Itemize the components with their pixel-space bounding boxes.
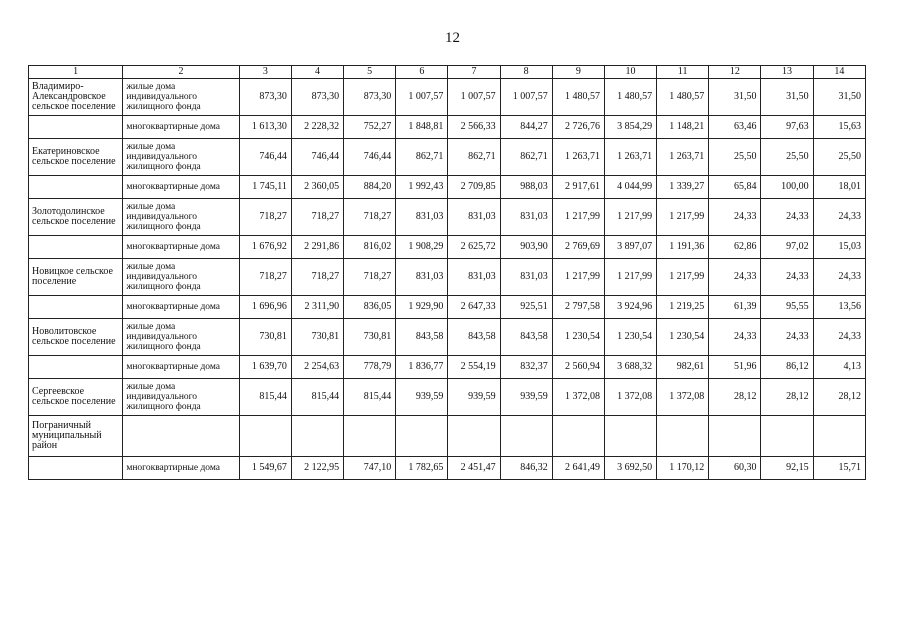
housing-type-cell: жилые дома индивидуального жилищного фонда xyxy=(123,259,239,296)
settlement-cell: Екатериновское сельское поселение xyxy=(29,139,123,176)
value-cell: 28,12 xyxy=(761,379,813,416)
value-cell: 778,79 xyxy=(344,356,396,379)
header-row xyxy=(29,66,866,79)
value-cell: 831,03 xyxy=(448,259,500,296)
value-cell: 1 372,08 xyxy=(657,379,709,416)
value-cell: 718,27 xyxy=(344,259,396,296)
table-body xyxy=(29,66,866,480)
value-cell: 1 148,21 xyxy=(657,116,709,139)
value-cell: 2 311,90 xyxy=(291,296,343,319)
value-cell: 92,15 xyxy=(761,457,813,480)
tariff-table xyxy=(28,65,866,480)
value-cell: 15,71 xyxy=(813,457,865,480)
value-cell: 836,05 xyxy=(344,296,396,319)
value-cell: 939,59 xyxy=(396,379,448,416)
value-cell xyxy=(500,416,552,457)
column-header: 3 xyxy=(239,66,291,79)
value-cell: 1 339,27 xyxy=(657,176,709,199)
value-cell: 718,27 xyxy=(344,199,396,236)
value-cell xyxy=(552,416,604,457)
value-cell: 28,12 xyxy=(813,379,865,416)
page-number: 12 xyxy=(445,30,460,46)
value-cell: 1 613,30 xyxy=(239,116,291,139)
value-cell: 1 007,57 xyxy=(500,79,552,116)
value-cell: 2 228,32 xyxy=(291,116,343,139)
value-cell: 815,44 xyxy=(344,379,396,416)
value-cell: 62,86 xyxy=(709,236,761,259)
column-header: 4 xyxy=(291,66,343,79)
value-cell: 843,58 xyxy=(500,319,552,356)
value-cell: 1 639,70 xyxy=(239,356,291,379)
value-cell: 3 897,07 xyxy=(604,236,656,259)
value-cell: 1 191,36 xyxy=(657,236,709,259)
table-row xyxy=(29,356,866,379)
value-cell: 846,32 xyxy=(500,457,552,480)
housing-type-cell: многоквартирные дома xyxy=(123,457,239,480)
settlement-cell xyxy=(29,176,123,199)
value-cell: 3 688,32 xyxy=(604,356,656,379)
table-row xyxy=(29,259,866,296)
housing-type-cell: жилые дома индивидуального жилищного фонда xyxy=(123,139,239,176)
value-cell: 97,02 xyxy=(761,236,813,259)
value-cell: 831,03 xyxy=(500,199,552,236)
value-cell: 1 676,92 xyxy=(239,236,291,259)
table-row xyxy=(29,457,866,480)
value-cell: 988,03 xyxy=(500,176,552,199)
value-cell: 746,44 xyxy=(344,139,396,176)
value-cell: 1 217,99 xyxy=(604,259,656,296)
value-cell: 873,30 xyxy=(344,79,396,116)
column-header: 1 xyxy=(29,66,123,79)
housing-type-cell: жилые дома индивидуального жилищного фонда xyxy=(123,199,239,236)
value-cell: 1 007,57 xyxy=(396,79,448,116)
settlement-cell xyxy=(29,296,123,319)
value-cell: 1 372,08 xyxy=(552,379,604,416)
value-cell: 24,33 xyxy=(813,199,865,236)
value-cell: 2 726,76 xyxy=(552,116,604,139)
value-cell: 1 230,54 xyxy=(604,319,656,356)
value-cell: 31,50 xyxy=(709,79,761,116)
value-cell: 2 360,05 xyxy=(291,176,343,199)
value-cell: 730,81 xyxy=(239,319,291,356)
value-cell: 15,63 xyxy=(813,116,865,139)
value-cell: 843,58 xyxy=(396,319,448,356)
value-cell: 746,44 xyxy=(239,139,291,176)
value-cell: 1 836,77 xyxy=(396,356,448,379)
value-cell: 1 480,57 xyxy=(552,79,604,116)
value-cell xyxy=(396,416,448,457)
value-cell: 2 291,86 xyxy=(291,236,343,259)
column-header: 12 xyxy=(709,66,761,79)
value-cell: 24,33 xyxy=(761,319,813,356)
value-cell: 1 696,96 xyxy=(239,296,291,319)
column-header: 7 xyxy=(448,66,500,79)
value-cell xyxy=(448,416,500,457)
value-cell: 2 917,61 xyxy=(552,176,604,199)
value-cell: 831,03 xyxy=(448,199,500,236)
column-header: 6 xyxy=(396,66,448,79)
value-cell: 51,96 xyxy=(709,356,761,379)
value-cell xyxy=(291,416,343,457)
value-cell: 862,71 xyxy=(448,139,500,176)
value-cell: 3 692,50 xyxy=(604,457,656,480)
value-cell: 2 560,94 xyxy=(552,356,604,379)
column-header: 8 xyxy=(500,66,552,79)
value-cell: 2 122,95 xyxy=(291,457,343,480)
value-cell: 884,20 xyxy=(344,176,396,199)
housing-type-cell: жилые дома индивидуального жилищного фонда xyxy=(123,319,239,356)
value-cell xyxy=(709,416,761,457)
value-cell: 939,59 xyxy=(500,379,552,416)
value-cell: 24,33 xyxy=(813,319,865,356)
value-cell: 925,51 xyxy=(500,296,552,319)
value-cell: 1 217,99 xyxy=(552,259,604,296)
value-cell: 1 848,81 xyxy=(396,116,448,139)
value-cell: 25,50 xyxy=(709,139,761,176)
settlement-cell: Пограничный муниципальный район xyxy=(29,416,123,457)
value-cell: 61,39 xyxy=(709,296,761,319)
settlement-cell: Сергеевское сельское поселение xyxy=(29,379,123,416)
value-cell: 1 908,29 xyxy=(396,236,448,259)
value-cell: 1 263,71 xyxy=(604,139,656,176)
housing-type-cell xyxy=(123,416,239,457)
value-cell: 718,27 xyxy=(239,199,291,236)
value-cell: 97,63 xyxy=(761,116,813,139)
housing-type-cell: жилые дома индивидуального жилищного фонда xyxy=(123,79,239,116)
value-cell: 28,12 xyxy=(709,379,761,416)
value-cell: 1 263,71 xyxy=(552,139,604,176)
value-cell: 815,44 xyxy=(239,379,291,416)
value-cell: 2 641,49 xyxy=(552,457,604,480)
value-cell: 86,12 xyxy=(761,356,813,379)
value-cell: 718,27 xyxy=(239,259,291,296)
value-cell: 873,30 xyxy=(239,79,291,116)
value-cell: 1 549,67 xyxy=(239,457,291,480)
value-cell xyxy=(813,416,865,457)
value-cell: 752,27 xyxy=(344,116,396,139)
value-cell: 1 217,99 xyxy=(657,199,709,236)
value-cell: 1 263,71 xyxy=(657,139,709,176)
value-cell: 844,27 xyxy=(500,116,552,139)
value-cell: 24,33 xyxy=(709,199,761,236)
value-cell: 1 480,57 xyxy=(657,79,709,116)
value-cell: 2 769,69 xyxy=(552,236,604,259)
settlement-cell xyxy=(29,116,123,139)
value-cell: 831,03 xyxy=(500,259,552,296)
value-cell xyxy=(344,416,396,457)
value-cell: 4 044,99 xyxy=(604,176,656,199)
table-row xyxy=(29,139,866,176)
value-cell: 2 554,19 xyxy=(448,356,500,379)
table-row xyxy=(29,319,866,356)
value-cell: 100,00 xyxy=(761,176,813,199)
value-cell: 1 929,90 xyxy=(396,296,448,319)
table-row xyxy=(29,296,866,319)
table-row xyxy=(29,176,866,199)
column-header: 11 xyxy=(657,66,709,79)
housing-type-cell: многоквартирные дома xyxy=(123,236,239,259)
housing-type-cell: многоквартирные дома xyxy=(123,296,239,319)
value-cell: 2 647,33 xyxy=(448,296,500,319)
housing-type-cell: жилые дома индивидуального жилищного фонда xyxy=(123,379,239,416)
value-cell: 2 566,33 xyxy=(448,116,500,139)
value-cell: 4,13 xyxy=(813,356,865,379)
value-cell: 1 480,57 xyxy=(604,79,656,116)
value-cell xyxy=(657,416,709,457)
value-cell: 1 992,43 xyxy=(396,176,448,199)
settlement-cell xyxy=(29,356,123,379)
column-header: 10 xyxy=(604,66,656,79)
table-row xyxy=(29,79,866,116)
value-cell: 730,81 xyxy=(291,319,343,356)
value-cell: 1 230,54 xyxy=(552,319,604,356)
value-cell: 63,46 xyxy=(709,116,761,139)
value-cell: 24,33 xyxy=(709,319,761,356)
value-cell: 24,33 xyxy=(709,259,761,296)
value-cell: 1 217,99 xyxy=(657,259,709,296)
value-cell: 718,27 xyxy=(291,259,343,296)
value-cell: 31,50 xyxy=(761,79,813,116)
value-cell: 862,71 xyxy=(396,139,448,176)
value-cell: 1 007,57 xyxy=(448,79,500,116)
table-row xyxy=(29,236,866,259)
housing-type-cell: многоквартирные дома xyxy=(123,176,239,199)
value-cell: 25,50 xyxy=(761,139,813,176)
value-cell: 832,37 xyxy=(500,356,552,379)
settlement-cell: Золотодолинское сельское поселение xyxy=(29,199,123,236)
column-header: 13 xyxy=(761,66,813,79)
value-cell: 15,03 xyxy=(813,236,865,259)
value-cell: 65,84 xyxy=(709,176,761,199)
column-header: 14 xyxy=(813,66,865,79)
value-cell: 24,33 xyxy=(761,259,813,296)
value-cell: 1 217,99 xyxy=(552,199,604,236)
value-cell: 13,56 xyxy=(813,296,865,319)
value-cell: 1 230,54 xyxy=(657,319,709,356)
value-cell: 3 854,29 xyxy=(604,116,656,139)
value-cell: 2 709,85 xyxy=(448,176,500,199)
value-cell: 903,90 xyxy=(500,236,552,259)
column-header: 5 xyxy=(344,66,396,79)
value-cell: 24,33 xyxy=(813,259,865,296)
value-cell: 747,10 xyxy=(344,457,396,480)
value-cell: 815,44 xyxy=(291,379,343,416)
value-cell: 2 254,63 xyxy=(291,356,343,379)
value-cell xyxy=(239,416,291,457)
value-cell: 18,01 xyxy=(813,176,865,199)
value-cell: 862,71 xyxy=(500,139,552,176)
value-cell xyxy=(604,416,656,457)
housing-type-cell: многоквартирные дома xyxy=(123,116,239,139)
value-cell: 2 797,58 xyxy=(552,296,604,319)
settlement-cell: Новицкое сельское поселение xyxy=(29,259,123,296)
value-cell: 816,02 xyxy=(344,236,396,259)
value-cell: 1 219,25 xyxy=(657,296,709,319)
value-cell xyxy=(761,416,813,457)
value-cell: 3 924,96 xyxy=(604,296,656,319)
settlement-cell: Владимиро-Александровское сельское поселение xyxy=(29,79,123,116)
column-header: 9 xyxy=(552,66,604,79)
table-row xyxy=(29,199,866,236)
settlement-cell: Новолитовское сельское поселение xyxy=(29,319,123,356)
value-cell: 2 451,47 xyxy=(448,457,500,480)
value-cell: 31,50 xyxy=(813,79,865,116)
value-cell: 843,58 xyxy=(448,319,500,356)
value-cell: 24,33 xyxy=(761,199,813,236)
column-header: 2 xyxy=(123,66,239,79)
value-cell: 25,50 xyxy=(813,139,865,176)
value-cell: 2 625,72 xyxy=(448,236,500,259)
value-cell: 873,30 xyxy=(291,79,343,116)
settlement-cell xyxy=(29,457,123,480)
value-cell: 1 170,12 xyxy=(657,457,709,480)
table-row xyxy=(29,116,866,139)
value-cell: 982,61 xyxy=(657,356,709,379)
value-cell: 1 745,11 xyxy=(239,176,291,199)
value-cell: 831,03 xyxy=(396,199,448,236)
value-cell: 1 217,99 xyxy=(604,199,656,236)
value-cell: 831,03 xyxy=(396,259,448,296)
value-cell: 939,59 xyxy=(448,379,500,416)
value-cell: 746,44 xyxy=(291,139,343,176)
value-cell: 1 782,65 xyxy=(396,457,448,480)
value-cell: 95,55 xyxy=(761,296,813,319)
table-row xyxy=(29,416,866,457)
value-cell: 730,81 xyxy=(344,319,396,356)
value-cell: 718,27 xyxy=(291,199,343,236)
table-row xyxy=(29,379,866,416)
settlement-cell xyxy=(29,236,123,259)
value-cell: 1 372,08 xyxy=(604,379,656,416)
value-cell: 60,30 xyxy=(709,457,761,480)
housing-type-cell: многоквартирные дома xyxy=(123,356,239,379)
